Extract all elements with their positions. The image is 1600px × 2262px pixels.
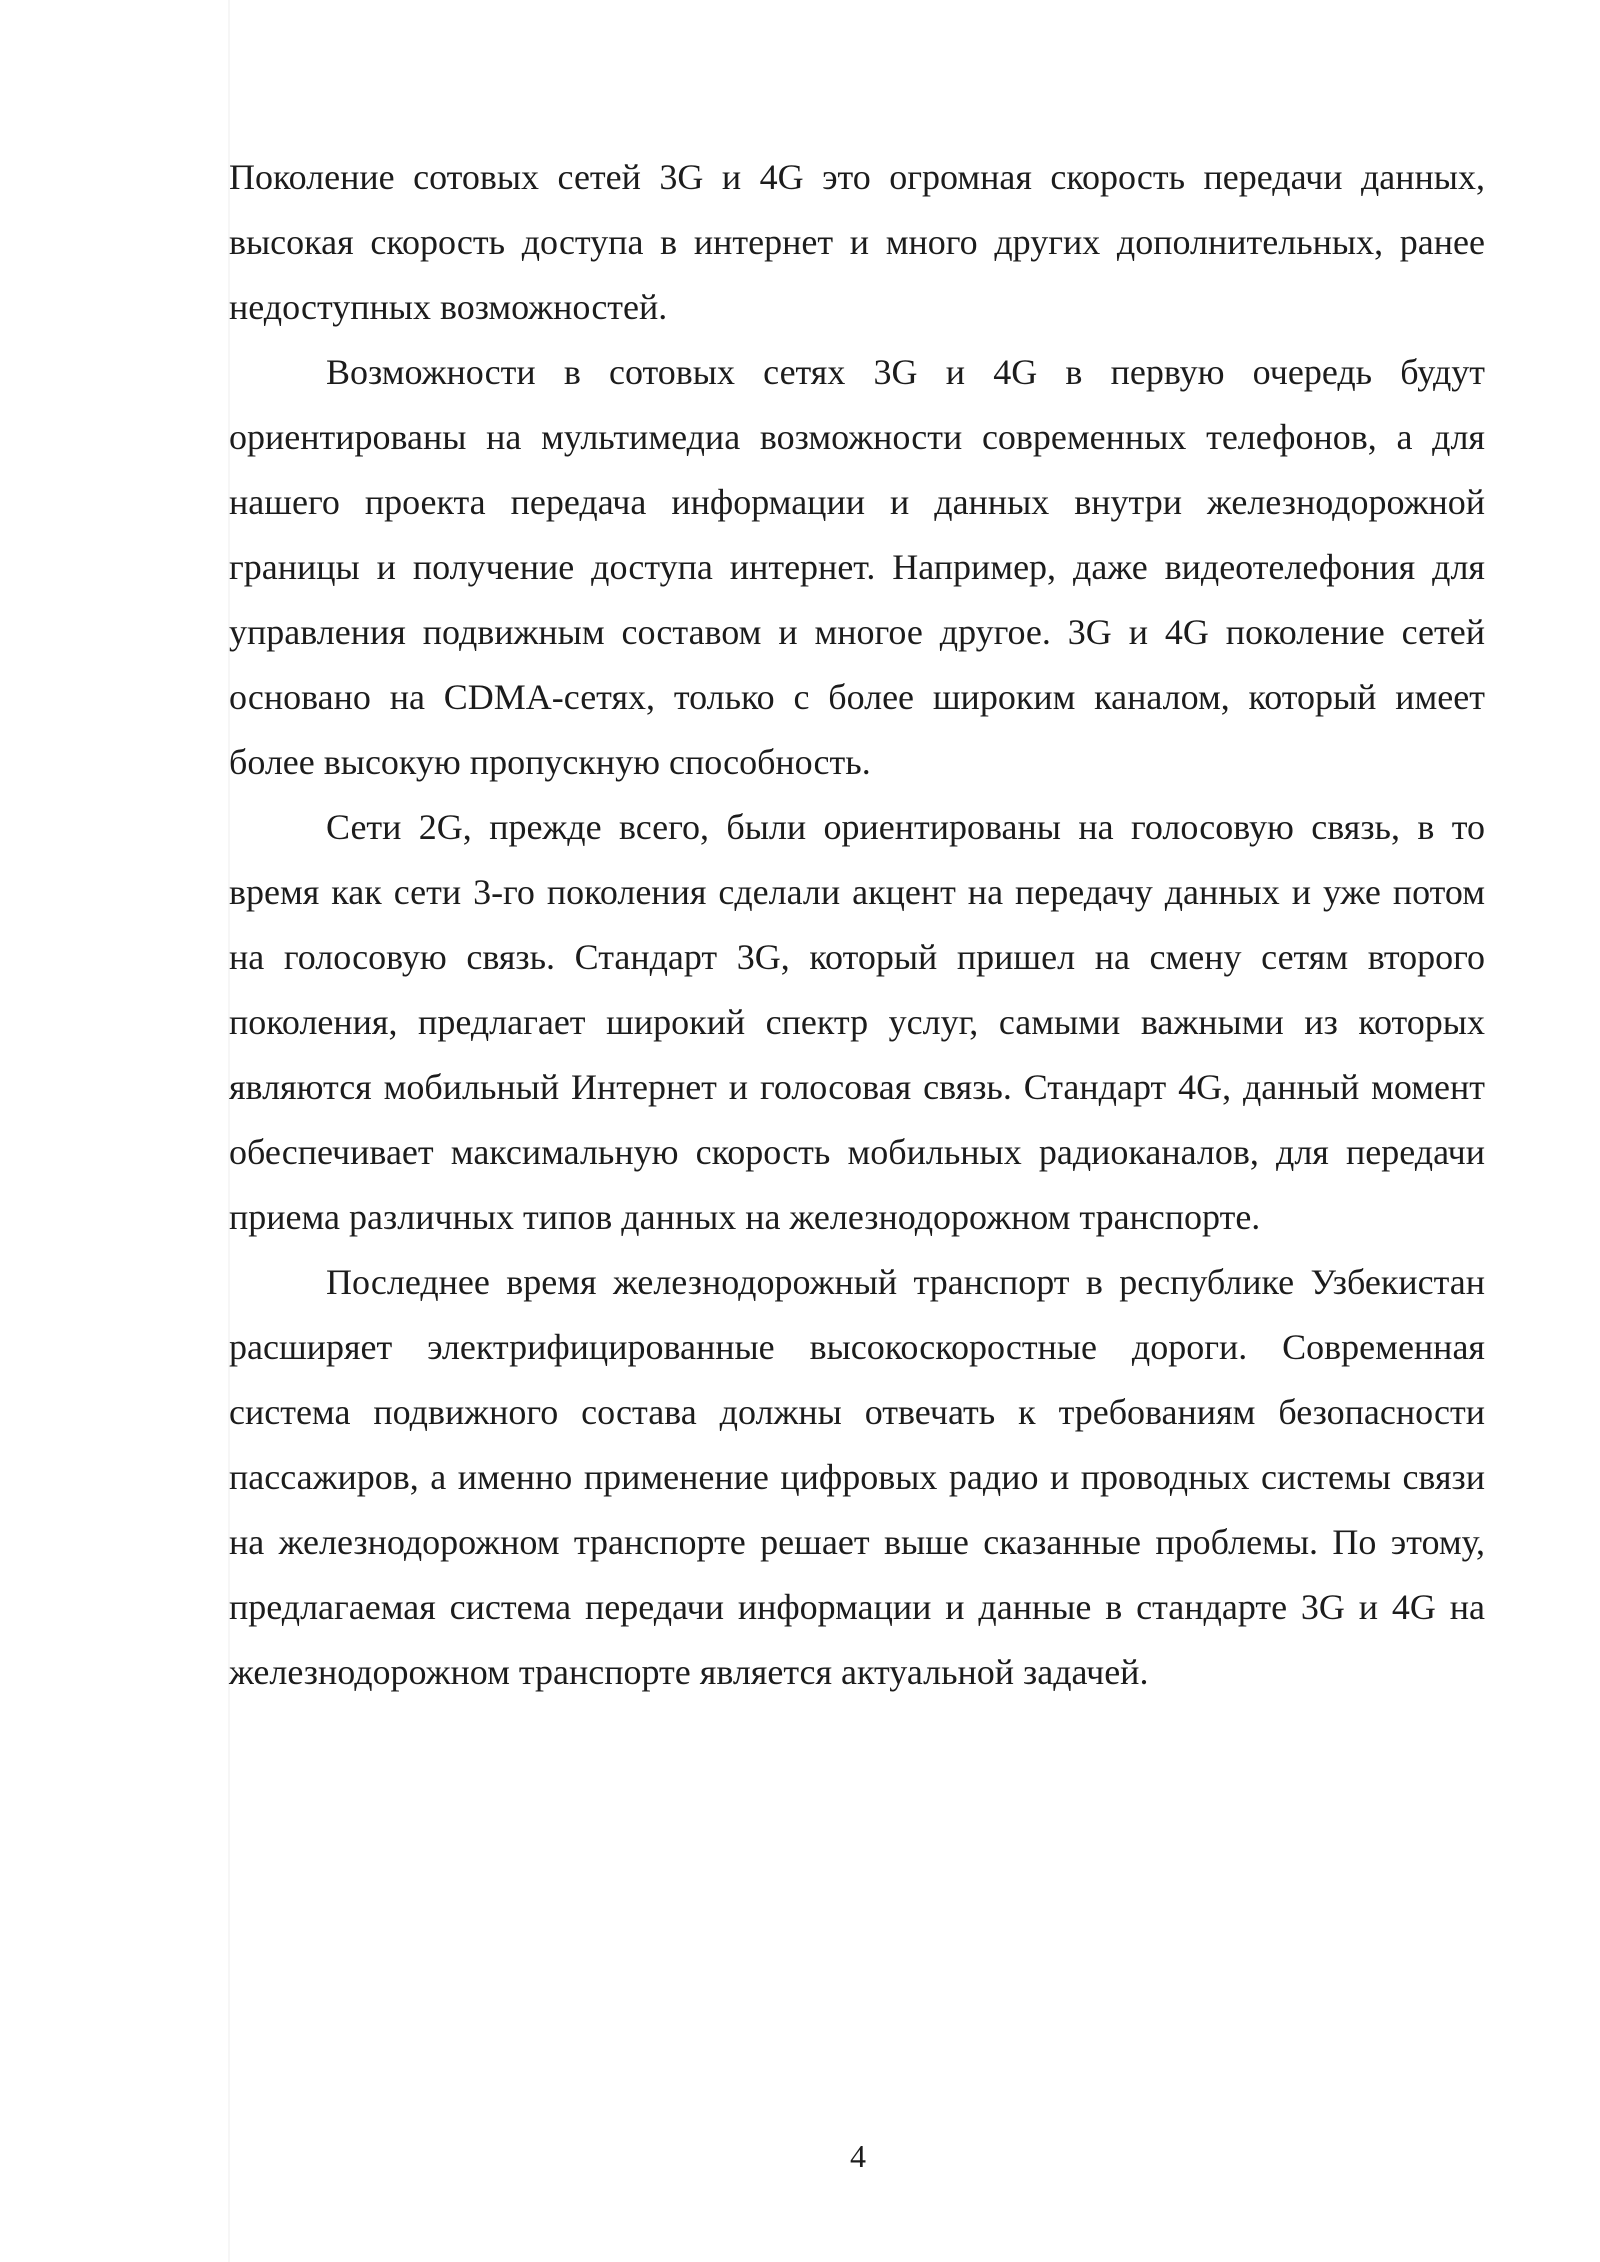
paragraph-4: Последнее время железнодорожный транспорт в республике Узбекистан расширяет электрифицированные высокоскоростные дороги. Современная система подвижного состава должны отвечать к требованиям безопасности пассажиров, а именно применение цифровых радио и проводных системы связи на железнодорожном транспорте решает выше сказанные проблемы. По этому, предлагаемая система передачи информации и данные в стандарте 3G и 4G на железнодорожном транспорте является актуальной задачей. [229, 1262, 1485, 1692]
paragraph-3: Сети 2G, прежде всего, были ориентированы на голосовую связь, в то время как сети 3-го поколения сделали акцент на передачу данных и уже потом на голосовую связь. Стандарт 3G, который пришел на смену сетям второго поколения, предлагает широкий спектр услуг, самыми важными из которых являются мобильный Интернет и голосовая связь. Стандарт 4G, данный момент обеспечивает максимальную скорость мобильных радиоканалов, для передачи приема различных типов данных на железнодорожном транспорте. [229, 807, 1485, 1237]
paragraph-1: Поколение сотовых сетей 3G и 4G это огромная скорость передачи данных, высокая скорость доступа в интернет и много других дополнительных, ранее недоступных возможностей. [229, 157, 1485, 327]
page-number: 4 [850, 2138, 866, 2174]
paragraph-2: Возможности в сотовых сетях 3G и 4G в первую очередь будут ориентированы на мультимедиа возможности современных телефонов, а для нашего проекта передача информации и данных внутри железнодорожной границы и получение доступа интернет. Например, даже видеотелефония для управления подвижным составом и многое другое. 3G и 4G поколение сетей основано на CDMA-сетях, только с более широким каналом, который имеет более высокую пропускную способность. [229, 352, 1485, 782]
document-body [229, 145, 1485, 1705]
